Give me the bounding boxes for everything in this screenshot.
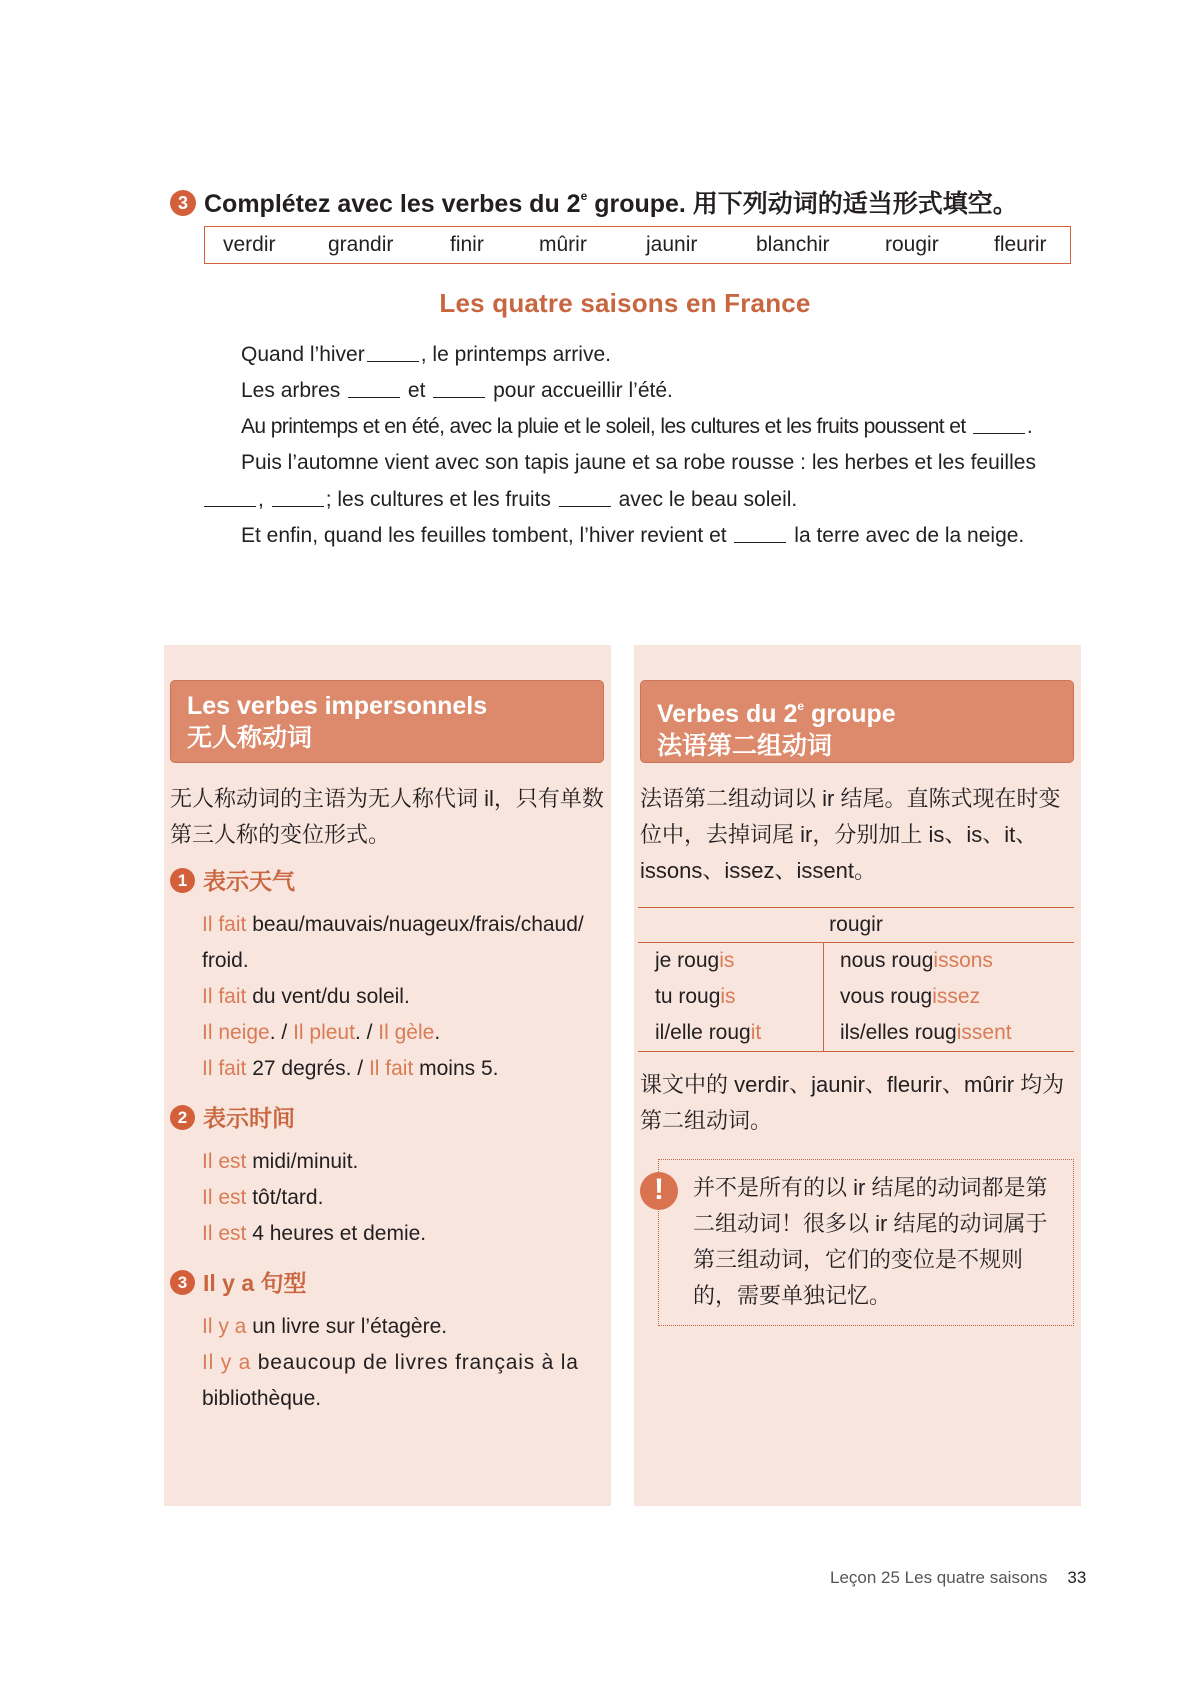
heading-fr: Les verbes impersonnels (187, 692, 488, 720)
example-text: 27 degrés. / (246, 1057, 369, 1080)
text-line-4 (241, 448, 1036, 478)
conjugation-cell (655, 979, 736, 1015)
section-heading-weather (170, 863, 295, 896)
section-title: Il y a 句型 (203, 1270, 307, 1296)
conjugation-cell (655, 943, 734, 979)
example-text: tôt/tard. (246, 1186, 324, 1209)
example-line (202, 907, 584, 943)
example-line (202, 1180, 323, 1216)
lesson-label: Leçon 25 Les quatre saisons (830, 1568, 1048, 1587)
section-number-badge: 3 (170, 1270, 195, 1295)
text-line-1 (241, 340, 611, 370)
example-line (202, 1015, 440, 1051)
conjugation-table-header: rougir (638, 908, 1074, 943)
heading-zh: 法语第二组动词 (657, 732, 833, 760)
page-number: 33 (1067, 1568, 1087, 1587)
text-line-2 (241, 376, 673, 406)
text-segment: . (1026, 415, 1033, 438)
section-number-badge: 1 (170, 868, 195, 893)
example-line (202, 1381, 321, 1417)
second-group-note-text: 课文中的 verdir、jaunir、fleurir、mûrir 均为第二组动词。 (640, 1072, 1065, 1133)
verb-bank-word: grandir (328, 233, 394, 256)
fill-blank[interactable] (433, 377, 485, 398)
text-segment: , (258, 488, 264, 511)
exercise-title-sup: e (580, 189, 588, 203)
text-segment: Au printemps et en été, avec la pluie et le soleil, les cultures et les fruits poussent et (241, 415, 966, 438)
example-keyword: Il y a (202, 1351, 252, 1374)
fill-blank[interactable] (348, 377, 400, 398)
example-keyword: Il fait (202, 1057, 247, 1080)
section-heading-time (170, 1100, 295, 1133)
fill-blank[interactable] (367, 341, 419, 362)
second-group-heading (640, 680, 1074, 763)
text-line-5 (202, 485, 797, 515)
example-text: . / (354, 1021, 379, 1044)
verb-ending: issez (932, 985, 981, 1008)
example-line (202, 1051, 499, 1087)
example-keyword: Il est (202, 1186, 247, 1209)
verb-ending: issent (956, 1021, 1012, 1044)
text-segment: Et enfin, quand les feuilles tombent, l’hiver revient et (241, 524, 727, 547)
verb-stem: je roug (655, 949, 720, 972)
text-line-6 (241, 521, 1024, 551)
example-text: beaucoup de livres français à la (251, 1351, 579, 1374)
example-text: . / (269, 1021, 294, 1044)
verb-bank-word: verdir (223, 233, 276, 256)
text-segment: et (407, 379, 426, 402)
verb-bank-word: mûrir (539, 233, 587, 256)
verb-ending: is (720, 985, 736, 1008)
text-segment: Les arbres (241, 379, 341, 402)
heading-fr-sup: e (797, 699, 805, 713)
heading-fr-rest: groupe (804, 700, 896, 728)
page-footer (830, 1568, 1086, 1588)
fill-blank[interactable] (272, 486, 324, 507)
text-segment: Quand l’hiver (241, 343, 365, 366)
verb-ending: is (719, 949, 735, 972)
example-line (202, 1144, 358, 1180)
verb-bank (204, 226, 1071, 264)
section-title: 表示天气 (203, 868, 295, 894)
conjugation-cell (655, 1015, 761, 1051)
example-text: beau/mauvais/nuageux/frais/chaud/ (246, 913, 584, 936)
example-keyword: Il pleut (293, 1021, 355, 1044)
text-line-3 (241, 412, 1032, 442)
example-text: midi/minuit. (246, 1150, 359, 1173)
verb-bank-word: fleurir (994, 233, 1047, 256)
text-segment: ; les cultures et les fruits (325, 488, 551, 511)
verb-stem: il/elle roug (655, 1021, 751, 1044)
conjugation-cell (840, 1015, 1012, 1051)
section-number-badge: 2 (170, 1105, 195, 1130)
example-text: 4 heures et demie. (246, 1222, 427, 1245)
example-keyword: Il gèle (378, 1021, 435, 1044)
exercise-title-rest: groupe. 用下列动词的适当形式填空。 (587, 190, 1018, 218)
conjugation-cell (840, 943, 993, 979)
fill-blank[interactable] (204, 486, 256, 507)
exercise-number-badge: 3 (170, 190, 196, 216)
verb-stem: vous roug (840, 985, 933, 1008)
example-text: moins 5. (413, 1057, 499, 1080)
fill-blank[interactable] (734, 522, 786, 543)
example-keyword: Il fait (368, 1057, 414, 1080)
exercise-title (170, 178, 1130, 222)
text-title: Les quatre saisons en France (439, 288, 811, 318)
example-line (202, 943, 249, 979)
fill-blank[interactable] (559, 486, 611, 507)
example-line (202, 1309, 447, 1345)
example-text: bibliothèque. (202, 1387, 322, 1410)
example-text: froid. (202, 949, 249, 972)
example-keyword: Il y a (202, 1315, 247, 1338)
text-segment: Puis l’automne vient avec son tapis jaune et sa robe rousse : les herbes et les feuilles (241, 451, 1036, 474)
impersonal-intro: 无人称动词的主语为无人称代词 il，只有单数第三人称的变位形式。 (170, 786, 604, 847)
example-text: un livre sur l’étagère. (246, 1315, 448, 1338)
warning-note-text: 并不是所有的以 ir 结尾的动词都是第二组动词！很多以 ir 结尾的动词属于第三组动词，它们的变位是不规则的，需要单独记忆。 (693, 1175, 1048, 1308)
conjugation-table-body (638, 943, 1074, 1051)
exercise-title-main: Complétez avec les verbes du 2 (204, 190, 581, 218)
text-segment: , le printemps arrive. (420, 343, 611, 366)
second-group-intro: 法语第二组动词以 ir 结尾。直陈式现在时变位中，去掉词尾 ir，分别加上 is、is、it、issons、issez、issent。 (640, 786, 1061, 883)
section-heading-il-y-a (170, 1265, 307, 1298)
example-keyword: Il est (202, 1222, 247, 1245)
text-segment: avec le beau soleil. (618, 488, 798, 511)
verb-stem: tu roug (655, 985, 721, 1008)
example-text: du vent/du soleil. (246, 985, 410, 1008)
conjugation-table (638, 907, 1074, 1052)
section-title: 表示时间 (203, 1105, 295, 1131)
verb-bank-word: finir (450, 233, 484, 256)
example-line (202, 979, 410, 1015)
verb-ending: it (750, 1021, 762, 1044)
example-text: . (434, 1021, 441, 1044)
verb-bank-word: rougir (885, 233, 939, 256)
verb-bank-word: jaunir (646, 233, 698, 256)
heading-fr (657, 690, 1057, 730)
heading-zh: 无人称动词 (187, 724, 313, 752)
conjugation-cell (840, 979, 980, 1015)
example-keyword: Il fait (202, 985, 247, 1008)
verb-stem: nous roug (840, 949, 934, 972)
impersonal-verbs-heading (170, 680, 604, 763)
fill-blank[interactable] (973, 413, 1025, 434)
verb-ending: issons (933, 949, 993, 972)
example-keyword: Il est (202, 1150, 247, 1173)
example-line (202, 1216, 426, 1252)
exclamation-icon: ! (640, 1172, 678, 1210)
example-line (202, 1345, 579, 1381)
example-keyword: Il fait (202, 913, 247, 936)
heading-fr-main: Verbes du 2 (657, 700, 798, 728)
text-segment: pour accueillir l’été. (493, 379, 673, 402)
verb-bank-word: blanchir (756, 233, 830, 256)
text-segment: la terre avec de la neige. (794, 524, 1025, 547)
column-divider (823, 943, 824, 1051)
verb-stem: ils/elles roug (840, 1021, 957, 1044)
example-keyword: Il neige (202, 1021, 270, 1044)
